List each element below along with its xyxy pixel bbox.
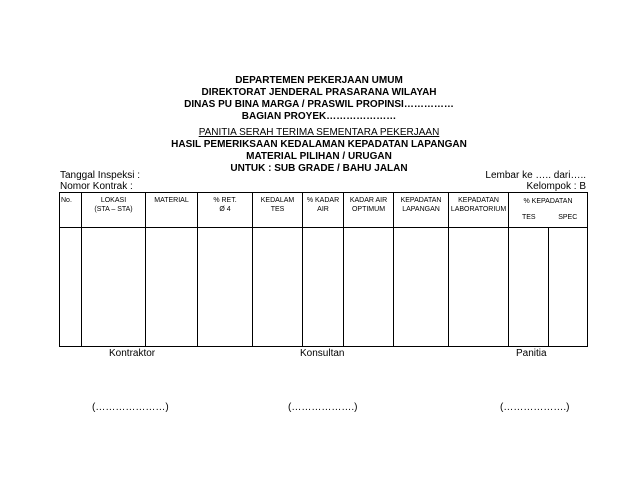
header-line-1: DEPARTEMEN PEKERJAAN UMUM <box>235 75 403 86</box>
signature-panitia-blank: (……………….) <box>500 402 570 413</box>
col-no: No. <box>60 193 82 228</box>
table-cell <box>198 228 253 347</box>
material-line: MATERIAL PILIHAN / URUGAN <box>246 151 392 162</box>
contract-number-label: Nomor Kontrak : <box>60 181 133 192</box>
inspection-table <box>59 192 588 347</box>
table-cell <box>253 228 303 347</box>
table-cell <box>449 228 509 347</box>
col-ret: % RET. Ø 4 <box>198 193 253 228</box>
col-lokasi: LOKASI (STA – STA) <box>82 193 146 228</box>
table-cell <box>509 228 549 347</box>
table-header-row <box>60 193 588 212</box>
inspection-date-label: Tanggal Inspeksi : <box>60 170 141 181</box>
signature-konsultan-label: Konsultan <box>300 348 345 359</box>
table-cell <box>303 228 344 347</box>
table-cell <box>394 228 449 347</box>
group-label: Kelompok : B <box>526 181 586 192</box>
col-spec: SPEC <box>549 211 588 227</box>
table-cell <box>60 228 82 347</box>
header-line-3: DINAS PU BINA MARGA / PRASWIL PROPINSI…………… <box>184 99 454 110</box>
purpose-line: UNTUK : SUB GRADE / BAHU JALAN <box>230 163 408 174</box>
signature-kontraktor-label: Kontraktor <box>109 348 156 359</box>
col-kadar-optimum: KADAR AIR OPTIMUM <box>344 193 394 228</box>
col-material: MATERIAL <box>146 193 198 228</box>
table-cell <box>146 228 198 347</box>
col-kepadatan-lapangan: KEPADATAN LAPANGAN <box>394 193 449 228</box>
signature-konsultan-blank: (……………….) <box>288 402 358 413</box>
col-kedalaman: KEDALAM TES <box>253 193 303 228</box>
sheet-number: Lembar ke ….. dari….. <box>485 170 586 181</box>
col-kadar-air: % KADAR AIR <box>303 193 344 228</box>
header-line-2: DIREKTORAT JENDERAL PRASARANA WILAYAH <box>201 87 437 98</box>
table-cell <box>82 228 146 347</box>
table-cell <box>549 228 588 347</box>
table-body-row <box>60 228 588 347</box>
table-cell <box>344 228 394 347</box>
col-kepadatan-lab: KEPADATAN LABORATORIUM <box>449 193 509 228</box>
report-title: HASIL PEMERIKSAAN KEDALAMAN KEPADATAN LAPANGAN <box>171 139 467 150</box>
col-tes: TES <box>509 211 549 227</box>
signature-panitia-label: Panitia <box>516 348 547 359</box>
committee-title: PANITIA SERAH TERIMA SEMENTARA PEKERJAAN <box>198 127 440 138</box>
signature-kontraktor-blank: (…………………) <box>92 402 169 413</box>
header-line-4: BAGIAN PROYEK………………… <box>241 111 397 122</box>
col-pct-kepadatan: % KEPADATAN <box>509 193 588 212</box>
